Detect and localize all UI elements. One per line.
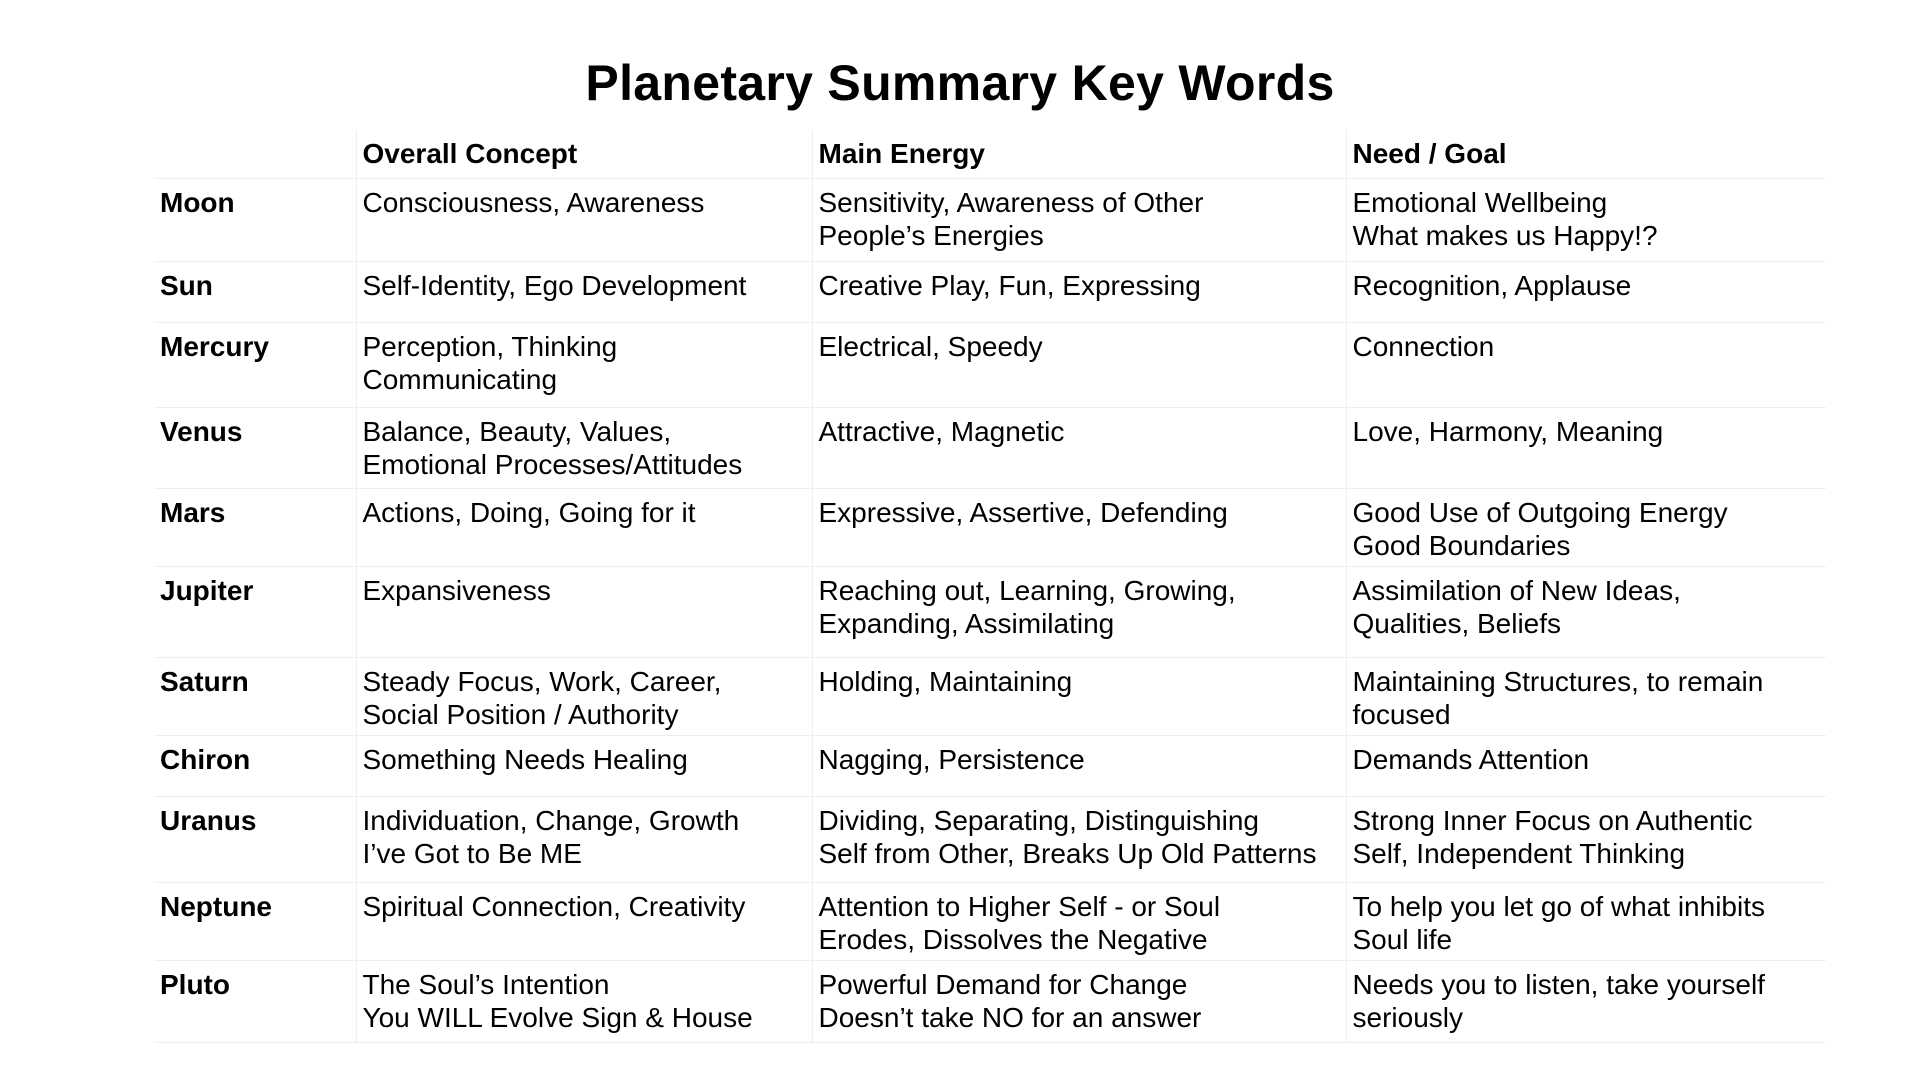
main-energy-cell xyxy=(812,407,1346,488)
cell-line: Love, Harmony, Meaning xyxy=(1352,415,1664,447)
cell-line: Soul life xyxy=(1352,923,1453,955)
overall-concept-cell xyxy=(356,322,812,407)
cell-line: Reaching out, Learning, Growing, xyxy=(818,574,1236,606)
cell-line: Demands Attention xyxy=(1352,743,1590,775)
main-energy-cell xyxy=(812,566,1346,657)
cell-line: I’ve Got to Be ME xyxy=(362,837,582,869)
cell-line: Doesn’t take NO for an answer xyxy=(818,1001,1202,1033)
cell-line: What makes us Happy!? xyxy=(1352,219,1658,251)
need-goal-cell xyxy=(1346,488,1826,566)
planet-name: Mercury xyxy=(154,322,356,407)
cell-line: The Soul’s Intention xyxy=(362,968,610,1000)
main-energy-cell xyxy=(812,322,1346,407)
header-need-goal: Need / Goal xyxy=(1346,130,1826,178)
need-goal-cell xyxy=(1346,566,1826,657)
planet-name: Moon xyxy=(154,178,356,261)
table-row xyxy=(154,322,1826,407)
cell-line: Nagging, Persistence xyxy=(818,743,1085,775)
cell-line: You WILL Evolve Sign & House xyxy=(362,1001,753,1033)
cell-line: Good Use of Outgoing Energy xyxy=(1352,496,1728,528)
cell-line: Strong Inner Focus on Authentic xyxy=(1352,804,1753,836)
planet-name: Neptune xyxy=(154,882,356,960)
planet-name: Pluto xyxy=(154,960,356,1042)
header-main-energy: Main Energy xyxy=(812,130,1346,178)
table-row xyxy=(154,882,1826,960)
cell-line: seriously xyxy=(1352,1001,1463,1033)
main-energy-cell xyxy=(812,960,1346,1042)
need-goal-cell xyxy=(1346,796,1826,882)
cell-line: Balance, Beauty, Values, xyxy=(362,415,672,447)
cell-line: Consciousness, Awareness xyxy=(362,186,705,218)
cell-line: Emotional Wellbeing xyxy=(1352,186,1608,218)
need-goal-cell xyxy=(1346,261,1826,322)
table-row xyxy=(154,566,1826,657)
header-overall-concept: Overall Concept xyxy=(356,130,812,178)
cell-line: Connection xyxy=(1352,330,1495,362)
cell-line: Communicating xyxy=(362,363,558,395)
planet-name: Chiron xyxy=(154,735,356,796)
need-goal-cell xyxy=(1346,735,1826,796)
cell-line: Expanding, Assimilating xyxy=(818,607,1115,639)
cell-line: focused xyxy=(1352,698,1451,730)
overall-concept-cell xyxy=(356,882,812,960)
main-energy-cell xyxy=(812,735,1346,796)
cell-line: Dividing, Separating, Distinguishing xyxy=(818,804,1259,836)
cell-line: Attention to Higher Self - or Soul xyxy=(818,890,1221,922)
cell-line: Assimilation of New Ideas, xyxy=(1352,574,1681,606)
cell-line: Creative Play, Fun, Expressing xyxy=(818,269,1201,301)
main-energy-cell xyxy=(812,796,1346,882)
planet-name: Saturn xyxy=(154,657,356,735)
planet-name: Sun xyxy=(154,261,356,322)
main-energy-cell xyxy=(812,488,1346,566)
cell-line: Holding, Maintaining xyxy=(818,665,1073,697)
cell-line: Emotional Processes/Attitudes xyxy=(362,448,743,480)
cell-line: Needs you to listen, take yourself xyxy=(1352,968,1765,1000)
cell-line: Individuation, Change, Growth xyxy=(362,804,740,836)
cell-line: Actions, Doing, Going for it xyxy=(362,496,696,528)
planet-name: Jupiter xyxy=(154,566,356,657)
need-goal-cell xyxy=(1346,178,1826,261)
cell-line: Powerful Demand for Change xyxy=(818,968,1188,1000)
table-row xyxy=(154,178,1826,261)
need-goal-cell xyxy=(1346,322,1826,407)
need-goal-cell xyxy=(1346,657,1826,735)
table-header-row xyxy=(154,130,1826,178)
overall-concept-cell xyxy=(356,407,812,488)
cell-line: People’s Energies xyxy=(818,219,1044,251)
cell-line: Self from Other, Breaks Up Old Patterns xyxy=(818,837,1317,869)
main-energy-cell xyxy=(812,657,1346,735)
main-energy-cell xyxy=(812,178,1346,261)
need-goal-cell xyxy=(1346,407,1826,488)
cell-line: Maintaining Structures, to remain xyxy=(1352,665,1764,697)
table-row xyxy=(154,407,1826,488)
table-row xyxy=(154,261,1826,322)
cell-line: Self-Identity, Ego Development xyxy=(362,269,747,301)
cell-line: To help you let go of what inhibits xyxy=(1352,890,1765,922)
overall-concept-cell xyxy=(356,657,812,735)
cell-line: Attractive, Magnetic xyxy=(818,415,1065,447)
cell-line: Steady Focus, Work, Career, xyxy=(362,665,722,697)
table-row xyxy=(154,960,1826,1042)
overall-concept-cell xyxy=(356,796,812,882)
planetary-key-words-table xyxy=(154,130,1826,1043)
planet-name: Uranus xyxy=(154,796,356,882)
need-goal-cell xyxy=(1346,960,1826,1042)
overall-concept-cell xyxy=(356,178,812,261)
cell-line: Spiritual Connection, Creativity xyxy=(362,890,746,922)
cell-line: Electrical, Speedy xyxy=(818,330,1043,362)
cell-line: Erodes, Dissolves the Negative xyxy=(818,923,1208,955)
page-title: Planetary Summary Key Words xyxy=(585,55,1335,111)
table-row xyxy=(154,488,1826,566)
table-row xyxy=(154,796,1826,882)
overall-concept-cell xyxy=(356,566,812,657)
cell-line: Self, Independent Thinking xyxy=(1352,837,1686,869)
cell-line: Sensitivity, Awareness of Other xyxy=(818,186,1204,218)
header-planet xyxy=(154,130,356,178)
planet-name: Venus xyxy=(154,407,356,488)
overall-concept-cell xyxy=(356,261,812,322)
overall-concept-cell xyxy=(356,488,812,566)
main-energy-cell xyxy=(812,261,1346,322)
cell-line: Recognition, Applause xyxy=(1352,269,1632,301)
cell-line: Social Position / Authority xyxy=(362,698,679,730)
overall-concept-cell xyxy=(356,960,812,1042)
table-row xyxy=(154,735,1826,796)
cell-line: Perception, Thinking xyxy=(362,330,618,362)
overall-concept-cell xyxy=(356,735,812,796)
cell-line: Expressive, Assertive, Defending xyxy=(818,496,1228,528)
cell-line: Good Boundaries xyxy=(1352,529,1571,561)
main-energy-cell xyxy=(812,882,1346,960)
table-row xyxy=(154,657,1826,735)
cell-line: Qualities, Beliefs xyxy=(1352,607,1562,639)
cell-line: Something Needs Healing xyxy=(362,743,688,775)
planet-name: Mars xyxy=(154,488,356,566)
cell-line: Expansiveness xyxy=(362,574,551,606)
need-goal-cell xyxy=(1346,882,1826,960)
